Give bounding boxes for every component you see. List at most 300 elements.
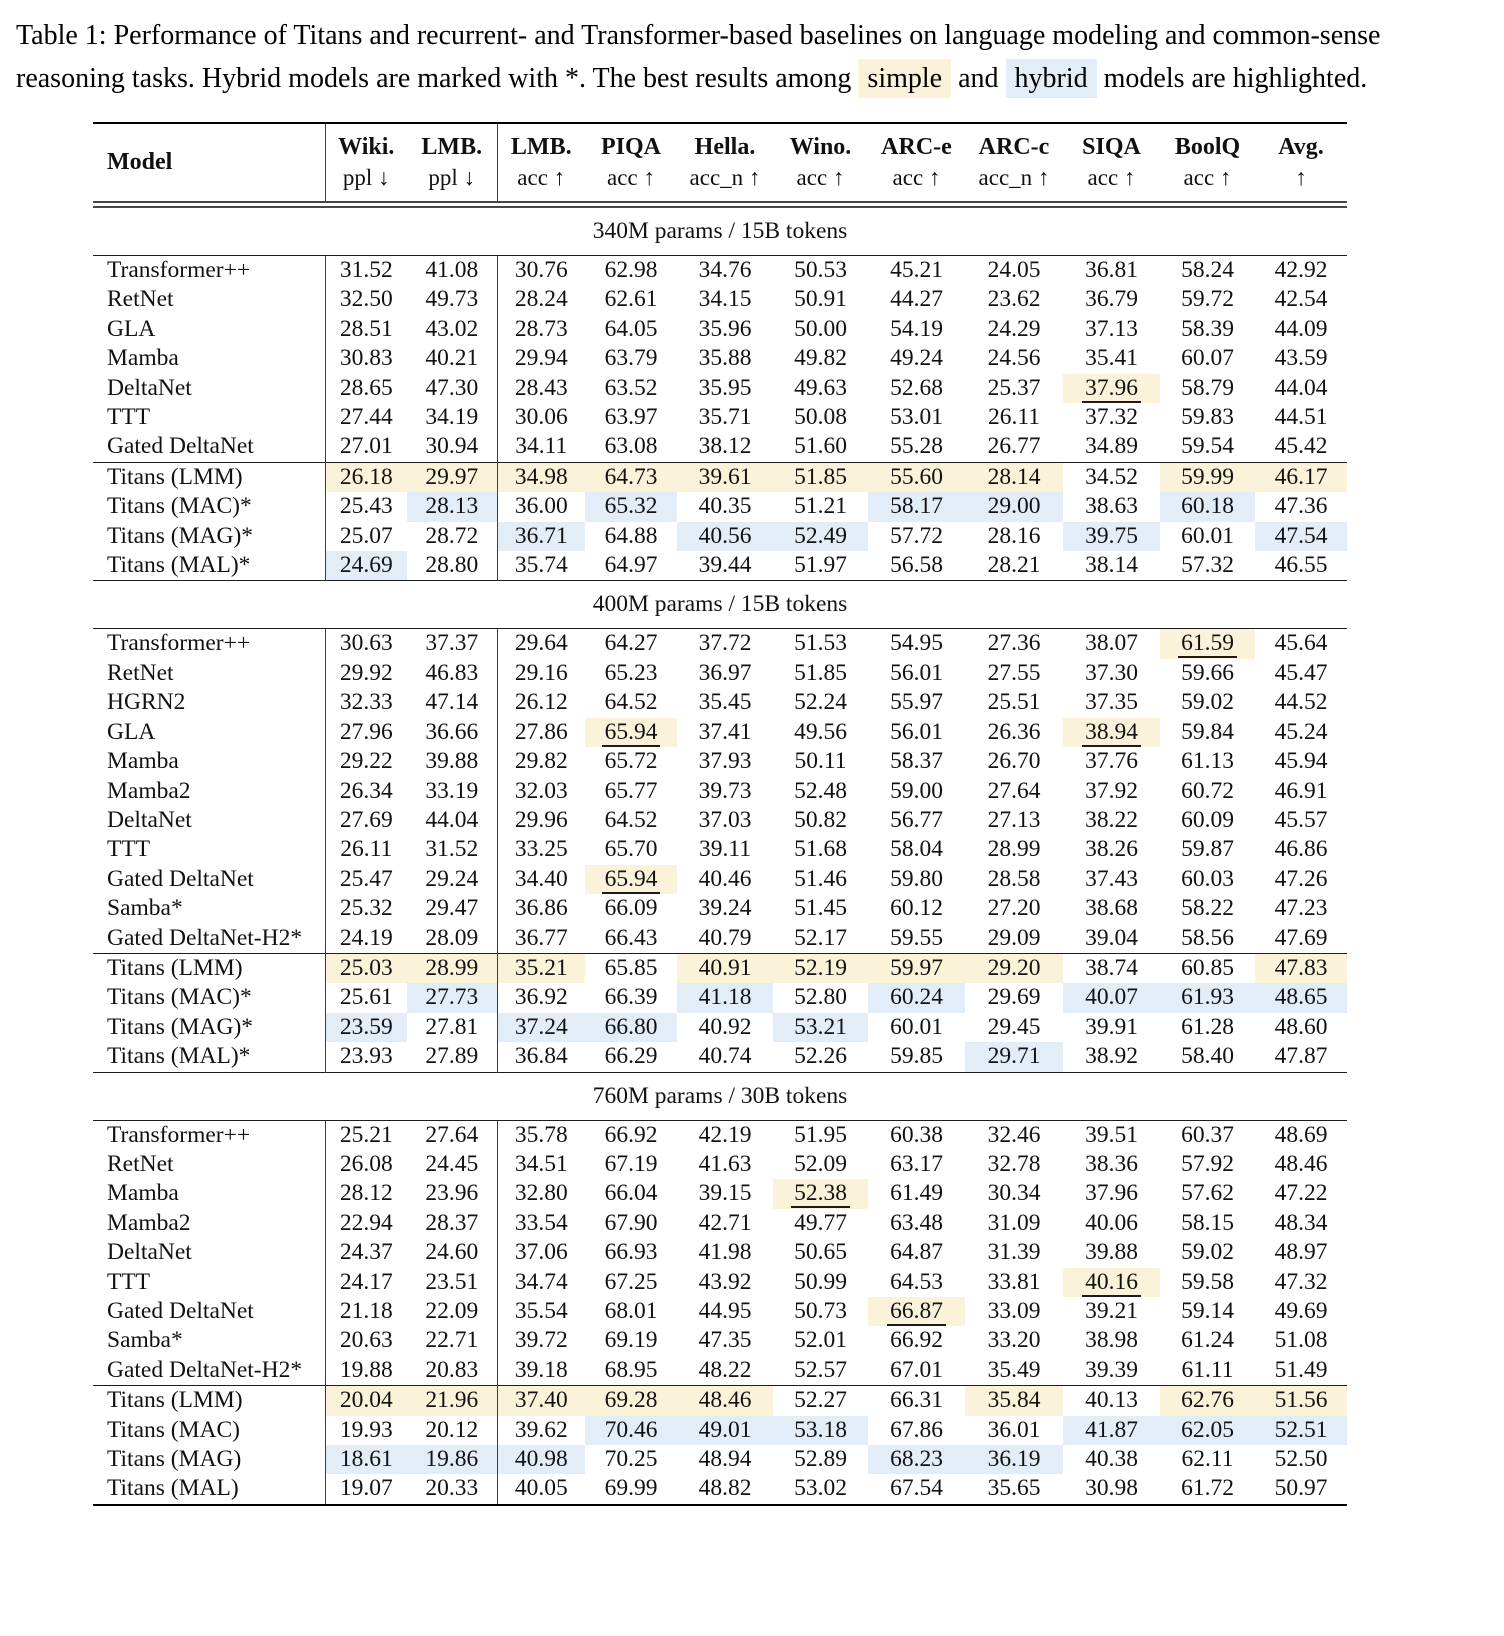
value-cell: 19.86: [407, 1445, 497, 1474]
value-cell: 35.21: [497, 954, 585, 983]
underlined-value: 65.94: [602, 866, 661, 894]
value-cell: 31.39: [987, 1239, 1041, 1266]
caption-text: Table 1: Performance of Titans and recurrent- and Transformer-based baselines on language modeling and common-sense reasoning tasks. Hybrid models are marked with *. The best results among: [16, 20, 1381, 94]
value-cell: 40.79: [698, 924, 752, 951]
value-cell: 38.63: [1085, 493, 1138, 520]
value-cell: 47.36: [1274, 493, 1328, 520]
value-cell: 49.82: [794, 345, 847, 372]
value-cell: 50.11: [794, 748, 847, 775]
section-label: 400M params / 15B tokens: [592, 591, 848, 618]
table-row: [93, 403, 1347, 432]
value-cell: 27.64: [987, 777, 1041, 804]
value-cell: 24.69: [325, 551, 407, 581]
column-header-metric: [93, 178, 325, 187]
caption-highlight-simple: simple: [858, 59, 951, 98]
value-cell: 48.82: [698, 1475, 752, 1502]
value-cell: 57.72: [890, 522, 943, 549]
value-cell: 45.47: [1274, 659, 1328, 686]
value-cell: 49.24: [890, 345, 943, 372]
value-cell: 58.40: [1181, 1043, 1234, 1070]
value-cell: 25.47: [325, 865, 407, 894]
value-cell: 45.24: [1274, 718, 1328, 745]
value-cell: 23.59: [325, 1013, 407, 1042]
value-cell: 67.19: [604, 1150, 658, 1177]
value-cell: 20.83: [425, 1356, 479, 1383]
model-name: Gated DeltaNet-H2*: [107, 1356, 303, 1383]
column-header: [93, 123, 325, 201]
caption-highlight-hybrid: hybrid: [1006, 59, 1097, 98]
value-cell: [585, 718, 677, 747]
value-cell: 31.09: [987, 1209, 1041, 1236]
model-name: Gated DeltaNet-H2*: [107, 924, 303, 951]
column-header-title: Hella.: [694, 134, 756, 160]
value-cell: 26.18: [325, 463, 407, 492]
table-row: [93, 432, 1347, 462]
value-cell: 59.14: [1181, 1298, 1234, 1324]
value-cell: 29.00: [965, 492, 1063, 521]
column-header: [868, 123, 965, 201]
value-cell: 34.74: [497, 1268, 585, 1297]
value-cell: 48.65: [1255, 983, 1347, 1012]
value-cell: 36.71: [497, 522, 585, 551]
value-cell: 26.08: [325, 1150, 407, 1179]
value-cell: 36.01: [987, 1416, 1041, 1443]
value-cell: 62.05: [1160, 1416, 1255, 1445]
model-name: GLA: [107, 718, 156, 745]
value-cell: 37.35: [1085, 689, 1138, 716]
model-name: Titans (MAL)*: [107, 552, 251, 579]
value-cell: 24.56: [987, 345, 1041, 372]
value-cell: 52.19: [773, 954, 868, 983]
table-row: [93, 659, 1347, 688]
column-header-title: Avg.: [1278, 134, 1324, 160]
table-row: [93, 344, 1347, 373]
value-cell: [1063, 718, 1160, 747]
value-cell: 68.01: [604, 1298, 658, 1324]
value-cell: 30.83: [325, 344, 407, 373]
table-header: [93, 123, 1347, 208]
column-header-metric: ppl ↓: [342, 165, 390, 190]
model-name: RetNet: [107, 1150, 174, 1177]
value-cell: 40.92: [698, 1013, 752, 1040]
model-name: GLA: [107, 315, 156, 342]
value-cell: 44.27: [890, 286, 943, 313]
value-cell: 62.11: [1181, 1446, 1234, 1473]
value-cell: 64.88: [604, 522, 658, 549]
value-cell: 59.02: [1181, 1239, 1234, 1266]
value-cell: 61.28: [1181, 1013, 1234, 1040]
value-cell: 46.91: [1274, 777, 1328, 804]
value-cell: 25.32: [325, 894, 407, 923]
model-name: Gated DeltaNet: [107, 865, 254, 892]
table-row: [93, 718, 1347, 747]
value-cell: 25.37: [987, 374, 1041, 401]
value-cell: 38.74: [1085, 954, 1138, 981]
value-cell: 50.82: [794, 806, 847, 833]
value-cell: 65.32: [585, 492, 677, 521]
value-cell: 66.93: [604, 1239, 658, 1266]
value-cell: 69.19: [604, 1327, 658, 1354]
value-cell: 25.21: [325, 1121, 407, 1150]
section-row: [93, 581, 1347, 629]
table-row: [93, 806, 1347, 835]
value-cell: 40.06: [1085, 1209, 1138, 1236]
value-cell: 63.79: [604, 345, 658, 372]
value-cell: 22.71: [425, 1327, 479, 1354]
value-cell: 29.94: [497, 344, 585, 373]
column-header-metric: acc ↑: [892, 165, 941, 190]
column-header-metric: acc ↑: [517, 165, 566, 190]
value-cell: 51.95: [794, 1121, 847, 1148]
value-cell: 50.65: [794, 1239, 847, 1266]
value-cell: 28.24: [497, 285, 585, 314]
value-cell: 36.00: [497, 492, 585, 521]
value-cell: 39.18: [497, 1356, 585, 1386]
value-cell: 42.92: [1274, 257, 1328, 283]
value-cell: 27.81: [425, 1013, 479, 1040]
value-cell: 38.36: [1085, 1150, 1138, 1177]
column-header: [677, 123, 773, 201]
value-cell: 24.05: [987, 257, 1041, 283]
value-cell: 22.94: [325, 1209, 407, 1238]
value-cell: 51.60: [794, 433, 847, 460]
value-cell: 48.69: [1274, 1121, 1328, 1148]
value-cell: 38.92: [1085, 1043, 1138, 1070]
value-cell: 33.19: [425, 777, 479, 804]
value-cell: 52.48: [794, 777, 847, 804]
value-cell: 58.15: [1181, 1209, 1234, 1236]
table-row: [93, 835, 1347, 864]
value-cell: 25.51: [987, 689, 1041, 716]
value-cell: 38.14: [1085, 552, 1138, 579]
value-cell: 36.84: [497, 1042, 585, 1072]
table-row: [93, 1013, 1347, 1042]
value-cell: 60.12: [890, 895, 943, 922]
value-cell: 37.40: [497, 1386, 585, 1415]
value-cell: 66.43: [604, 924, 658, 951]
value-cell: 55.97: [890, 689, 943, 716]
value-cell: 32.78: [987, 1150, 1041, 1177]
value-cell: 53.02: [794, 1475, 847, 1502]
table-row: [93, 894, 1347, 923]
value-cell: 25.43: [325, 492, 407, 521]
value-cell: 57.62: [1181, 1180, 1234, 1207]
table-row: [93, 1386, 1347, 1415]
value-cell: 36.81: [1085, 257, 1138, 283]
table-row: [93, 629, 1347, 658]
table-row: [93, 747, 1347, 776]
value-cell: 42.71: [698, 1209, 752, 1236]
value-cell: 36.97: [698, 659, 752, 686]
value-cell: 20.04: [325, 1386, 407, 1415]
value-cell: 64.52: [604, 689, 658, 716]
value-cell: 34.19: [425, 404, 479, 431]
value-cell: 30.94: [425, 433, 479, 460]
value-cell: 38.22: [1085, 806, 1138, 833]
value-cell: 59.02: [1181, 689, 1234, 716]
value-cell: 58.22: [1181, 895, 1234, 922]
column-header-title: ARC-c: [978, 134, 1050, 160]
model-name: Titans (MAC)*: [107, 493, 252, 520]
value-cell: 37.13: [1085, 315, 1138, 342]
table-caption: [16, 14, 1488, 100]
value-cell: 59.84: [1181, 718, 1234, 745]
value-cell: 52.57: [794, 1356, 847, 1383]
value-cell: 61.49: [890, 1180, 943, 1207]
value-cell: 56.58: [890, 552, 943, 579]
value-cell: 65.23: [604, 659, 658, 686]
value-cell: 70.46: [585, 1416, 677, 1445]
value-cell: 50.53: [794, 257, 847, 283]
value-cell: 60.09: [1181, 806, 1234, 833]
table-row: [93, 983, 1347, 1012]
value-cell: 37.41: [698, 718, 752, 745]
value-cell: 58.39: [1181, 315, 1234, 342]
value-cell: 44.04: [1274, 374, 1328, 401]
model-name: HGRN2: [107, 689, 186, 716]
table-row: [93, 1326, 1347, 1355]
value-cell: 24.29: [987, 315, 1041, 342]
value-cell: 50.08: [794, 404, 847, 431]
model-name: Titans (MAG)*: [107, 522, 254, 549]
value-cell: 26.77: [987, 433, 1041, 460]
value-cell: 36.92: [497, 983, 585, 1012]
value-cell: 29.24: [425, 865, 479, 892]
value-cell: 58.24: [1181, 257, 1234, 283]
value-cell: 37.72: [698, 630, 752, 657]
value-cell: 27.44: [325, 403, 407, 432]
value-cell: 49.56: [794, 718, 847, 745]
value-cell: 60.38: [890, 1121, 943, 1148]
value-cell: 52.51: [1255, 1416, 1347, 1445]
table-row: [93, 1268, 1347, 1297]
value-cell: 52.50: [1274, 1446, 1328, 1473]
value-cell: 40.91: [677, 954, 773, 983]
underlined-value: 61.59: [1178, 630, 1237, 658]
value-cell: 31.52: [325, 256, 407, 285]
value-cell: 60.01: [1181, 522, 1234, 549]
table-row: [93, 1209, 1347, 1238]
value-cell: 48.22: [698, 1356, 752, 1383]
value-cell: 47.14: [425, 689, 479, 716]
value-cell: [585, 865, 677, 894]
value-cell: 51.85: [794, 659, 847, 686]
value-cell: 65.85: [604, 954, 658, 981]
value-cell: 24.60: [425, 1239, 479, 1266]
value-cell: [1063, 374, 1160, 403]
section-row: [93, 1073, 1347, 1121]
table-row: [93, 463, 1347, 492]
column-header-title: BoolQ: [1174, 134, 1241, 160]
value-cell: 52.26: [794, 1043, 847, 1070]
value-cell: 64.97: [604, 552, 658, 579]
value-cell: 41.98: [698, 1239, 752, 1266]
value-cell: 47.26: [1274, 865, 1328, 892]
value-cell: 27.20: [987, 895, 1041, 922]
value-cell: 41.18: [677, 983, 773, 1012]
column-header: [965, 123, 1063, 201]
table-row: [93, 954, 1347, 983]
column-header-metric: ↑: [1295, 165, 1307, 190]
value-cell: 47.30: [425, 374, 479, 401]
value-cell: 37.96: [1085, 1180, 1138, 1207]
value-cell: 28.58: [987, 865, 1041, 892]
model-name: Titans (MAC)*: [107, 984, 252, 1011]
value-cell: 61.24: [1181, 1327, 1234, 1354]
value-cell: 19.93: [325, 1416, 407, 1445]
table-row: [93, 1416, 1347, 1445]
value-cell: 52.09: [794, 1150, 847, 1177]
value-cell: 33.81: [987, 1268, 1041, 1295]
value-cell: 28.09: [425, 924, 479, 951]
value-cell: 33.20: [987, 1327, 1041, 1354]
value-cell: 64.05: [604, 315, 658, 342]
value-cell: 46.17: [1255, 463, 1347, 492]
value-cell: 67.90: [604, 1209, 658, 1236]
value-cell: 59.87: [1181, 836, 1234, 863]
value-cell: 24.37: [325, 1238, 407, 1267]
value-cell: 30.98: [1085, 1475, 1138, 1502]
table-row: [93, 315, 1347, 344]
column-header-metric: acc_n ↑: [689, 165, 761, 190]
value-cell: 44.09: [1274, 315, 1328, 342]
column-header: [497, 123, 585, 201]
value-cell: 64.73: [585, 463, 677, 492]
value-cell: 52.89: [794, 1446, 847, 1473]
value-cell: 22.09: [425, 1298, 479, 1324]
value-cell: 37.37: [425, 630, 479, 657]
value-cell: 52.80: [794, 984, 847, 1011]
value-cell: 36.66: [425, 718, 479, 745]
value-cell: 35.95: [698, 374, 752, 401]
value-cell: 30.63: [325, 629, 407, 658]
value-cell: 29.97: [407, 463, 497, 492]
value-cell: 47.87: [1274, 1043, 1328, 1070]
value-cell: 40.21: [425, 345, 479, 372]
value-cell: 36.19: [965, 1445, 1063, 1474]
value-cell: 28.21: [987, 552, 1041, 579]
value-cell: 28.37: [425, 1209, 479, 1236]
table-row: [93, 492, 1347, 521]
value-cell: 59.66: [1181, 659, 1234, 686]
value-cell: 57.32: [1181, 552, 1234, 579]
model-name: TTT: [107, 404, 151, 431]
model-name: Transformer++: [107, 257, 251, 283]
value-cell: 64.52: [604, 806, 658, 833]
column-header-metric: acc_n ↑: [978, 165, 1050, 190]
value-cell: 66.31: [890, 1387, 943, 1414]
table-body: [93, 208, 1347, 1506]
value-cell: 42.19: [698, 1121, 752, 1148]
table-row: [93, 1150, 1347, 1179]
model-name: Mamba2: [107, 777, 191, 804]
column-header-title: Model: [107, 148, 173, 175]
value-cell: 25.03: [325, 954, 407, 983]
value-cell: 35.84: [965, 1386, 1063, 1415]
underlined-value: 65.94: [602, 719, 661, 747]
model-name: Transformer++: [107, 1121, 251, 1148]
value-cell: 27.36: [987, 630, 1041, 657]
value-cell: 34.52: [1085, 463, 1138, 490]
value-cell: 27.96: [325, 718, 407, 747]
value-cell: 34.98: [497, 463, 585, 492]
value-cell: 24.45: [425, 1150, 479, 1177]
table-row: [93, 777, 1347, 806]
value-cell: 34.76: [698, 257, 752, 283]
table-row: [93, 374, 1347, 403]
value-cell: 39.04: [1085, 924, 1138, 951]
table-row: [93, 522, 1347, 551]
value-cell: 52.27: [794, 1387, 847, 1414]
value-cell: 33.09: [987, 1298, 1041, 1324]
value-cell: 21.96: [407, 1386, 497, 1415]
value-cell: 38.12: [698, 433, 752, 460]
column-header-metric: acc ↑: [796, 165, 845, 190]
table-row: [93, 924, 1347, 954]
value-cell: 61.93: [1160, 983, 1255, 1012]
model-name: Mamba2: [107, 1209, 191, 1236]
value-cell: 29.16: [497, 659, 585, 688]
value-cell: 60.24: [868, 983, 965, 1012]
value-cell: 70.25: [604, 1446, 658, 1473]
value-cell: 38.26: [1085, 836, 1138, 863]
table-row: [93, 285, 1347, 314]
value-cell: 19.88: [325, 1356, 407, 1386]
value-cell: 37.76: [1085, 748, 1138, 775]
value-cell: 23.62: [987, 286, 1041, 313]
column-header: [1160, 123, 1255, 201]
value-cell: 60.01: [890, 1013, 943, 1040]
value-cell: 59.54: [1181, 433, 1234, 460]
value-cell: 18.61: [325, 1445, 407, 1474]
value-cell: 30.76: [497, 256, 585, 285]
value-cell: [1160, 629, 1255, 658]
value-cell: 40.05: [497, 1474, 585, 1504]
value-cell: 29.69: [987, 984, 1041, 1011]
value-cell: 39.39: [1085, 1356, 1138, 1383]
value-cell: 39.51: [1085, 1121, 1138, 1148]
value-cell: 63.08: [604, 433, 658, 460]
value-cell: 43.02: [425, 315, 479, 342]
underlined-value: 40.16: [1082, 1269, 1141, 1297]
value-cell: 27.64: [425, 1121, 479, 1148]
value-cell: 44.51: [1274, 404, 1328, 431]
value-cell: 52.01: [794, 1327, 847, 1354]
value-cell: 47.32: [1274, 1268, 1328, 1295]
value-cell: 28.99: [987, 836, 1041, 863]
value-cell: 48.97: [1274, 1239, 1328, 1266]
value-cell: 51.56: [1255, 1386, 1347, 1415]
value-cell: 28.80: [425, 552, 479, 579]
value-cell: 65.70: [604, 836, 658, 863]
value-cell: 29.92: [325, 659, 407, 688]
table-row: [93, 1238, 1347, 1267]
value-cell: 46.55: [1274, 552, 1328, 579]
value-cell: 50.97: [1274, 1475, 1328, 1502]
value-cell: 27.73: [407, 983, 497, 1012]
value-cell: 53.18: [773, 1416, 868, 1445]
value-cell: 21.18: [325, 1297, 407, 1326]
value-cell: 62.76: [1160, 1386, 1255, 1415]
value-cell: 64.27: [604, 630, 658, 657]
value-cell: 52.49: [773, 522, 868, 551]
value-cell: 39.72: [497, 1326, 585, 1355]
model-name: Transformer++: [107, 630, 251, 657]
value-cell: 68.23: [868, 1445, 965, 1474]
value-cell: 45.64: [1274, 630, 1328, 657]
value-cell: 28.43: [497, 374, 585, 403]
value-cell: 42.54: [1274, 286, 1328, 313]
